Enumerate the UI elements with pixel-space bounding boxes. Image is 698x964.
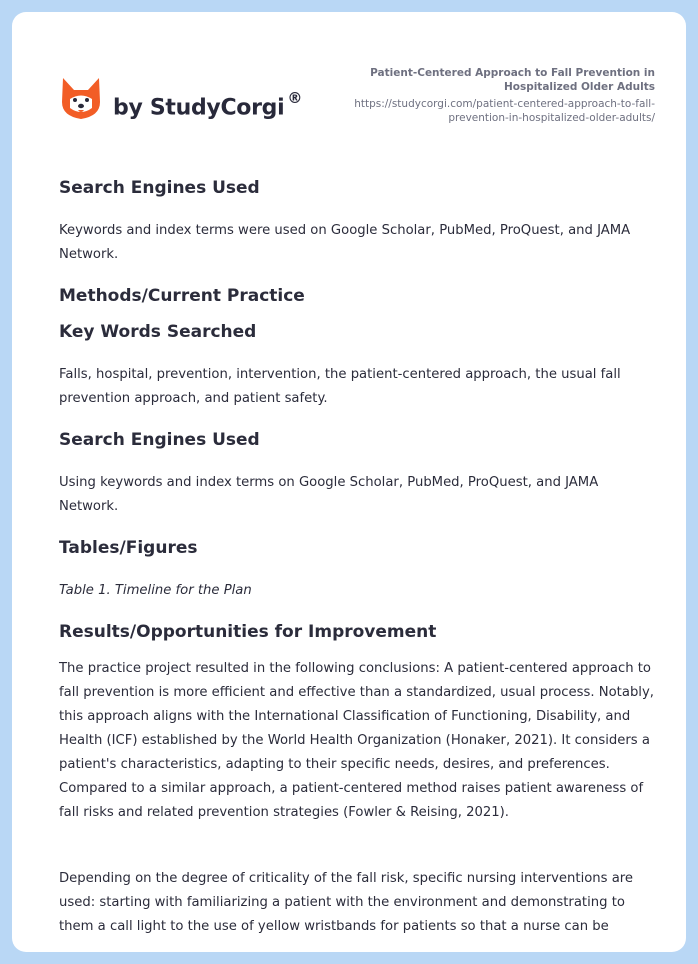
heading-methods: Methods/Current Practice	[59, 286, 305, 306]
corgi-logo-icon	[60, 76, 102, 122]
brand-name: by StudyCorgi ®	[113, 89, 303, 121]
heading-results: Results/Opportunities for Improvement	[59, 622, 437, 642]
document-page	[12, 12, 686, 952]
paragraph-search-engines-2: Using keywords and index terms on Google Scholar, PubMed, ProQuest, and JAMA Network.	[59, 475, 599, 514]
heading-tables: Tables/Figures	[59, 538, 198, 558]
paragraph-search-engines: Keywords and index terms were used on Google Scholar, PubMed, ProQuest, and JAMA Network.	[59, 223, 631, 262]
paragraph-key-words: Falls, hospital, prevention, intervention, the patient-centered approach, the usual fall prevention approach, and patient safety.	[59, 367, 621, 406]
source-title: Patient-Centered Approach to Fall Prevention in Hospitalized Older Adults	[370, 67, 655, 93]
heading-search-engines-2: Search Engines Used	[59, 430, 260, 450]
source-url[interactable]: https://studycorgi.com/patient-centered-approach-to-fall-prevention-in-hospitalized-older-adults/	[354, 98, 655, 124]
paragraph-results-1: The practice project resulted in the following conclusions: A patient-centered approach to fall prevention is more efficient and effective than a standardized, usual process. Notably, this approach aligns with the International Classification of Functioning, Disability, and Health (ICF) established by the World Health Organization (Honaker, 2021). It considers a patient's characteristics, adapting to their specific needs, desires, and preferences. Compared to a similar approach, a patient-centered method raises patient awareness of fall risks and related prevention strategies (Fowler & Reising, 2021).	[59, 661, 654, 820]
page-header	[12, 12, 686, 152]
paragraph-results-2: Depending on the degree of criticality of the fall risk, specific nursing interventions are used: starting with familiarizing a patient with the environment and demonstrating to them a call light to the use of yellow wristbands for patients so that a nurse can be	[59, 871, 634, 934]
heading-search-engines: Search Engines Used	[59, 178, 260, 198]
heading-key-words: Key Words Searched	[59, 322, 257, 342]
table-caption: Table 1. Timeline for the Plan	[59, 583, 252, 598]
